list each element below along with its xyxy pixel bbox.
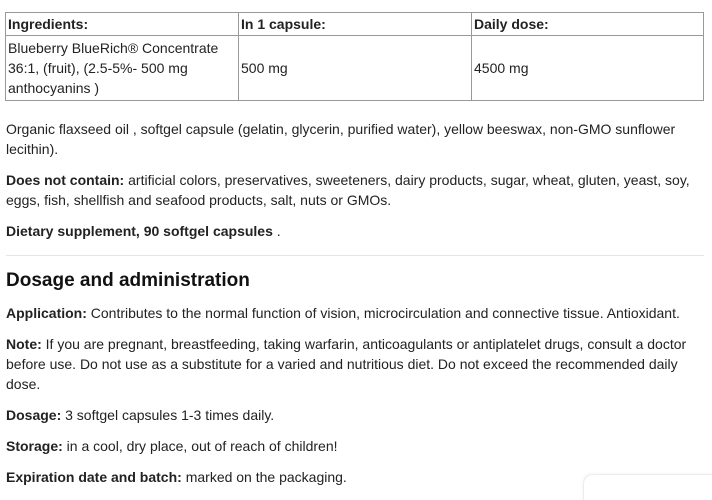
- cell-daily-dose: 4500 mg: [472, 36, 704, 101]
- table-header-row: [6, 13, 704, 36]
- storage-label: Storage:: [6, 438, 63, 454]
- table-row: [6, 36, 704, 101]
- cell-ingredient: Blueberry BlueRich® Concentrate 36:1, (fruit), (2.5-5%- 500 mg anthocyanins ): [6, 36, 239, 101]
- not-contain-paragraph: [6, 170, 706, 210]
- header-daily-dose: Daily dose:: [472, 13, 704, 36]
- dosage-heading: Dosage and administration: [6, 270, 250, 291]
- cell-per-capsule: 500 mg: [239, 36, 472, 101]
- supplement-paragraph: [6, 221, 706, 241]
- application-label: Application:: [6, 305, 87, 321]
- supplement-suffix: .: [272, 223, 281, 239]
- supplement-label: Dietary supplement, 90 softgel capsules: [6, 223, 273, 239]
- header-ingredients: Ingredients:: [6, 13, 239, 36]
- storage-text: in a cool, dry place, out of reach of children!: [62, 438, 338, 454]
- dosage-text: 3 softgel capsules 1-3 times daily.: [61, 407, 275, 423]
- application-text: Contributes to the normal function of vision, microcirculation and connective tissue. Antioxidant.: [86, 305, 680, 321]
- floating-widget-corner[interactable]: [583, 474, 712, 500]
- expiration-label: Expiration date and batch:: [6, 469, 182, 485]
- not-contain-label: Does not contain:: [6, 172, 125, 188]
- note-paragraph: [6, 334, 706, 394]
- other-ingredients: Organic flaxseed oil , softgel capsule (gelatin, glycerin, purified water), yellow beeswax, non-GMO sunflower lecithin).: [6, 121, 676, 157]
- dosage-label: Dosage:: [6, 407, 62, 423]
- header-per-capsule: In 1 capsule:: [239, 13, 472, 36]
- application-paragraph: [6, 303, 706, 323]
- note-label: Note:: [6, 336, 42, 352]
- storage-paragraph: [6, 436, 706, 456]
- not-contain-text: artificial colors, preservatives, sweeteners, dairy products, sugar, wheat, gluten, yeast, soy, eggs, fish, shellfish and seafood products, salt, nuts or GMOs.: [6, 172, 690, 208]
- expiration-text: marked on the packaging.: [181, 469, 347, 485]
- product-description: [6, 119, 706, 498]
- section-divider: [6, 255, 704, 256]
- dosage-paragraph: [6, 405, 706, 425]
- ingredients-table: [5, 12, 704, 101]
- note-text: If you are pregnant, breastfeeding, taking warfarin, anticoagulants or antiplatelet drugs, consult a doctor before use. Do not use as a substitute for a varied and nutritious diet. Do not exceed the recommended daily dose.: [6, 336, 687, 392]
